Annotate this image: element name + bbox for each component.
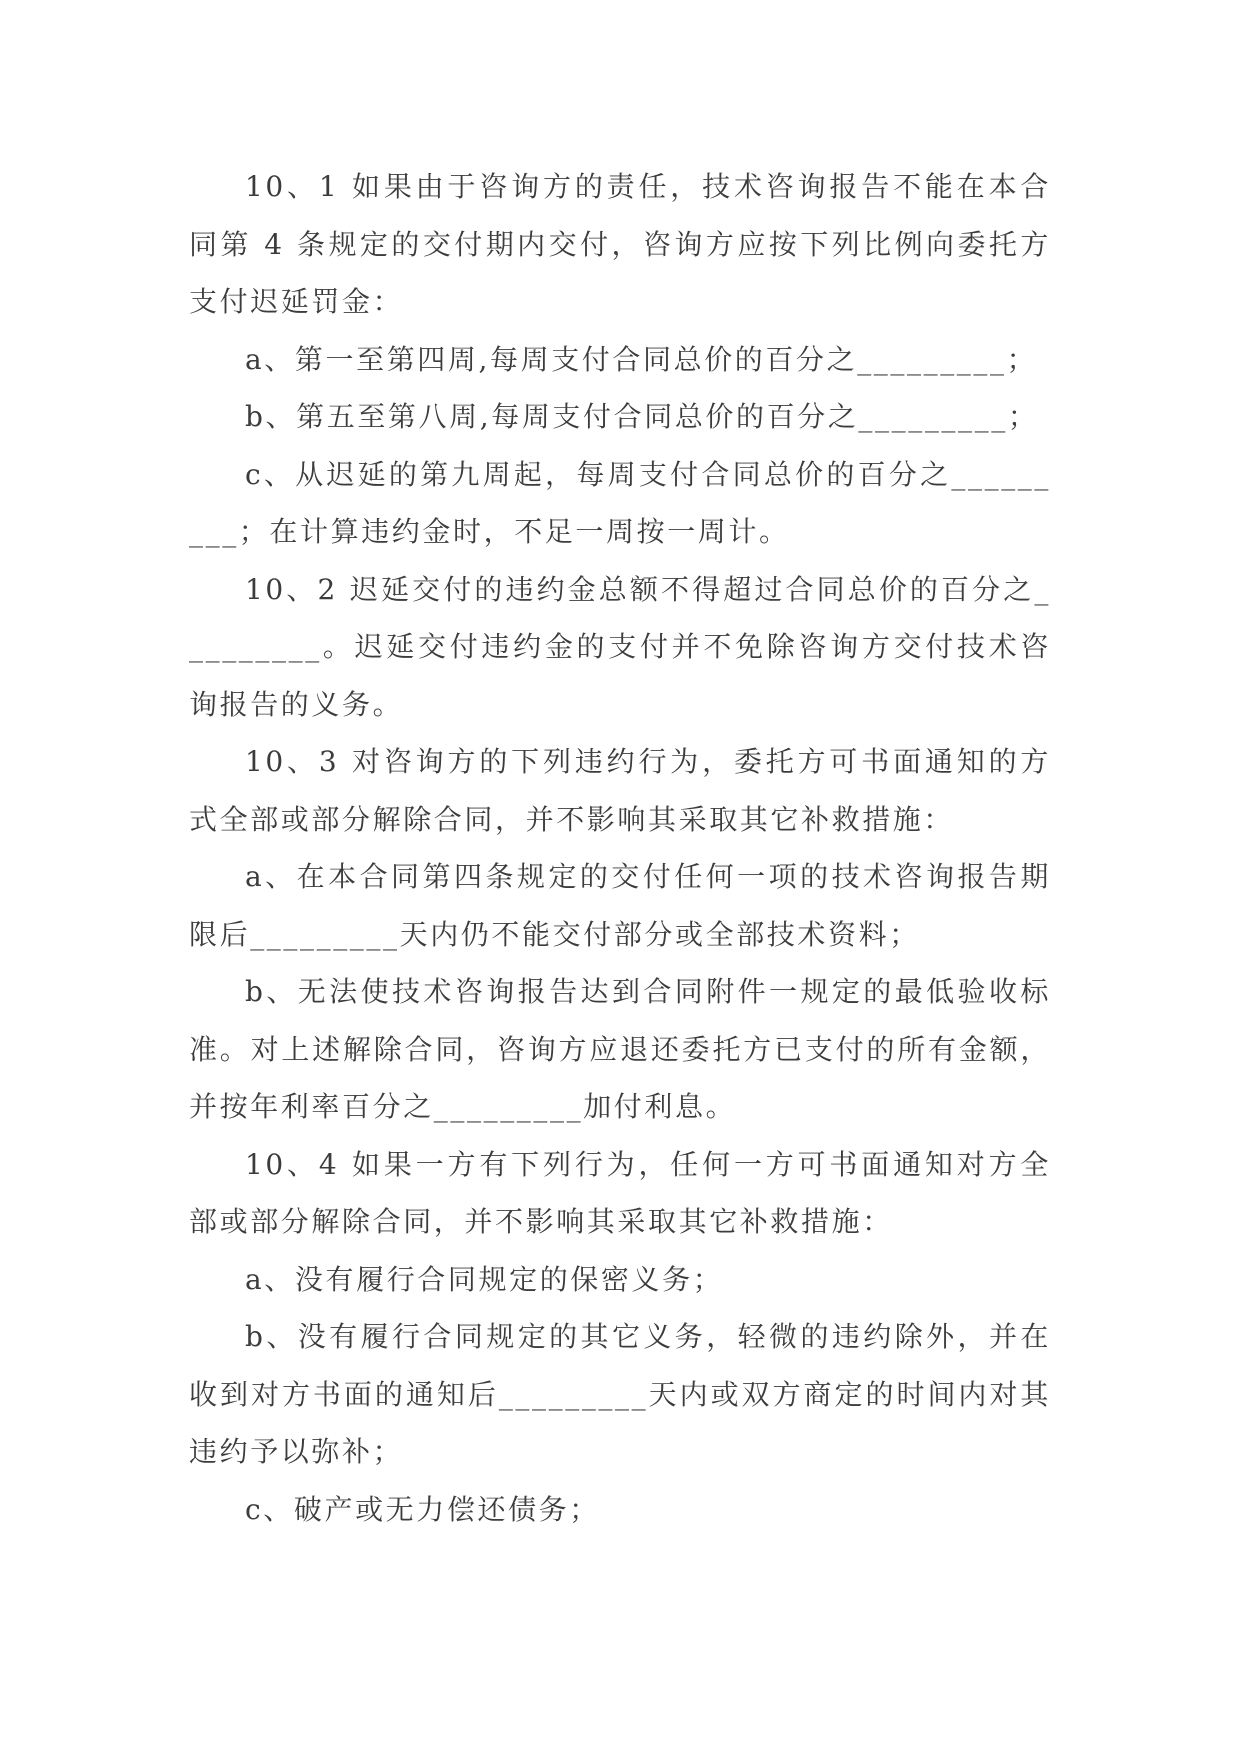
paragraph-10-3-b: b、无法使技术咨询报告达到合同附件一规定的最低验收标准。对上述解除合同，咨询方应退还委托方已支付的所有金额，并按年利率百分之_________加付利息。 [189,975,1051,1123]
paragraph-10-4: 10、4 如果一方有下列行为，任何一方可书面通知对方全部或部分解除合同，并不影响其采取其它补救措施： [189,1147,1051,1238]
paragraph-10-3: 10、3 对咨询方的下列违约行为，委托方可书面通知的方式全部或部分解除合同，并不影响其采取其它补救措施： [189,745,1051,836]
paragraph-10-1-b: b、第五至第八周,每周支付合同总价的百分之_________； [245,400,1039,433]
paragraph-10-1-c: c、从迟延的第九周起，每周支付合同总价的百分之_________；在计算违约金时，不足一周按一周计。 [189,457,1051,548]
paragraph-10-2: 10、2 迟延交付的违约金总额不得超过合同总价的百分之_________。迟延交付违约金的支付并不免除咨询方交付技术咨询报告的义务。 [189,572,1051,721]
document-body [189,158,1051,1538]
paragraph-10-4-c: c、破产或无力偿还债务； [245,1492,600,1526]
paragraph-10-4-a: a、没有履行合同规定的保密义务； [245,1262,724,1296]
paragraph-10-4-b: b、没有履行合同规定的其它义务，轻微的违约除外，并在收到对方书面的通知后_________天内或双方商定的时间内对其违约予以弥补； [189,1320,1051,1468]
paragraph-10-1: 10、1 如果由于咨询方的责任，技术咨询报告不能在本合同第 4 条规定的交付期内交付，咨询方应按下列比例向委托方支付迟延罚金： [189,170,1051,318]
paragraph-10-1-a: a、第一至第四周,每周支付合同总价的百分之_________； [245,342,1038,376]
paragraph-10-3-a: a、在本合同第四条规定的交付任何一项的技术咨询报告期限后_________天内仍不能交付部分或全部技术资料； [189,860,1051,951]
